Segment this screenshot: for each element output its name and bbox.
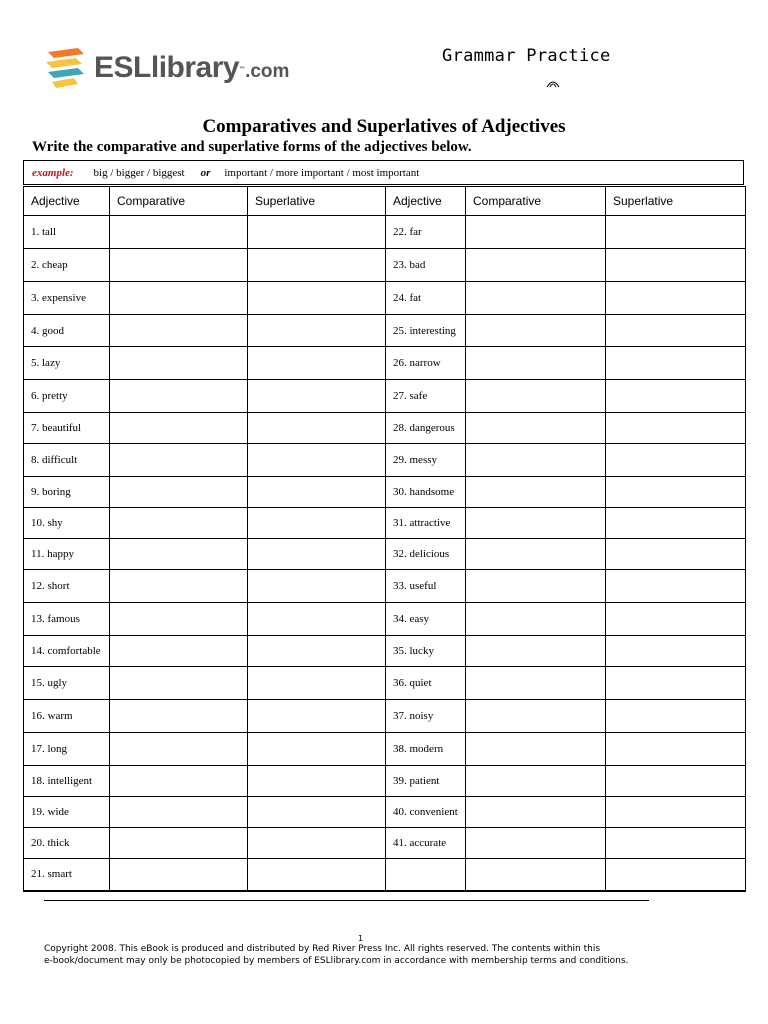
comparative-answer-cell[interactable]	[110, 828, 248, 859]
superlative-answer-cell[interactable]	[248, 508, 386, 539]
comparative-answer-cell[interactable]	[466, 828, 606, 859]
esl-library-logo	[44, 44, 289, 92]
superlative-answer-cell[interactable]	[606, 444, 746, 477]
superlative-answer-cell[interactable]	[606, 282, 746, 315]
adjective-cell: 26. narrow	[386, 347, 466, 380]
arc-icon	[545, 78, 561, 88]
adjective-cell: 16. warm	[24, 700, 110, 733]
superlative-answer-cell[interactable]	[248, 636, 386, 667]
adjective-cell: 17. long	[24, 733, 110, 766]
superlative-answer-cell[interactable]	[248, 828, 386, 859]
comparative-answer-cell[interactable]	[110, 859, 248, 891]
comparative-answer-cell[interactable]	[110, 797, 248, 828]
superlative-answer-cell[interactable]	[606, 249, 746, 282]
table-row	[24, 508, 746, 539]
table-row	[24, 413, 746, 444]
superlative-answer-cell[interactable]	[606, 733, 746, 766]
comparative-answer-cell[interactable]	[110, 667, 248, 700]
comparative-answer-cell[interactable]	[110, 477, 248, 508]
comparative-answer-cell[interactable]	[466, 603, 606, 636]
comparative-answer-cell[interactable]	[466, 347, 606, 380]
superlative-answer-cell[interactable]	[248, 380, 386, 413]
superlative-answer-cell[interactable]	[248, 315, 386, 347]
comparative-answer-cell[interactable]	[466, 797, 606, 828]
adjective-cell: 29. messy	[386, 444, 466, 477]
superlative-answer-cell[interactable]	[606, 700, 746, 733]
copyright-line: e-book/document may only be photocopied by members of ESLlibrary.com in accordance with membership terms and conditions.	[44, 955, 629, 966]
worksheet-instructions: Write the comparative and superlative forms of the adjectives below.	[32, 139, 472, 155]
adjective-cell: 35. lucky	[386, 636, 466, 667]
adjective-cell: 37. noisy	[386, 700, 466, 733]
comparative-answer-cell[interactable]	[110, 733, 248, 766]
table-row	[24, 766, 746, 797]
adjective-cell: 30. handsome	[386, 477, 466, 508]
comparative-answer-cell[interactable]	[466, 380, 606, 413]
table-row	[24, 733, 746, 766]
superlative-answer-cell[interactable]	[248, 249, 386, 282]
adjective-cell: 14. comfortable	[24, 636, 110, 667]
superlative-answer-cell[interactable]	[606, 380, 746, 413]
comparative-answer-cell[interactable]	[466, 508, 606, 539]
footer-rule	[44, 900, 649, 901]
superlative-answer-cell[interactable]	[248, 766, 386, 797]
logo-tm: ™	[239, 66, 246, 73]
adjective-cell: 27. safe	[386, 380, 466, 413]
comparative-answer-cell[interactable]	[110, 249, 248, 282]
comparative-answer-cell[interactable]	[466, 315, 606, 347]
comparative-answer-cell[interactable]	[466, 282, 606, 315]
adjective-cell: 32. delicious	[386, 539, 466, 570]
superlative-answer-cell[interactable]	[248, 282, 386, 315]
comparative-answer-cell[interactable]	[110, 636, 248, 667]
table-row	[24, 216, 746, 249]
comparative-answer-cell[interactable]	[466, 859, 606, 891]
adjective-cell: 3. expensive	[24, 282, 110, 315]
comparative-answer-cell[interactable]	[466, 636, 606, 667]
superlative-answer-cell[interactable]	[248, 700, 386, 733]
superlative-answer-cell[interactable]	[606, 315, 746, 347]
example-label: example:	[32, 166, 74, 179]
adjective-cell: 31. attractive	[386, 508, 466, 539]
example-first: big / bigger / biggest	[93, 166, 185, 179]
superlative-answer-cell[interactable]	[606, 828, 746, 859]
adjective-cell: 13. famous	[24, 603, 110, 636]
adjective-cell: 19. wide	[24, 797, 110, 828]
logo-com-text: .com	[245, 61, 290, 82]
comparative-answer-cell[interactable]	[466, 700, 606, 733]
table-row	[24, 282, 746, 315]
adjective-cell: 20. thick	[24, 828, 110, 859]
comparative-answer-cell[interactable]	[466, 444, 606, 477]
superlative-answer-cell[interactable]	[248, 733, 386, 766]
superlative-answer-cell[interactable]	[606, 508, 746, 539]
section-label: Grammar Practice	[442, 46, 611, 66]
superlative-answer-cell[interactable]	[248, 603, 386, 636]
table-row	[24, 797, 746, 828]
adjective-cell: 38. modern	[386, 733, 466, 766]
superlative-answer-cell[interactable]	[248, 444, 386, 477]
column-header-superlative: Superlative	[248, 187, 386, 216]
superlative-answer-cell[interactable]	[248, 477, 386, 508]
table-row	[24, 667, 746, 700]
adjective-cell: 12. short	[24, 570, 110, 603]
adjective-cell: 39. patient	[386, 766, 466, 797]
table-row	[24, 444, 746, 477]
adjective-cell: 22. far	[386, 216, 466, 249]
adjective-cell: 6. pretty	[24, 380, 110, 413]
adjective-cell: 9. boring	[24, 477, 110, 508]
column-header-adjective: Adjective	[386, 187, 466, 216]
superlative-answer-cell[interactable]	[606, 216, 746, 249]
superlative-answer-cell[interactable]	[248, 216, 386, 249]
table-row	[24, 570, 746, 603]
superlative-answer-cell[interactable]	[606, 413, 746, 444]
example-box	[23, 160, 744, 185]
table-row	[24, 315, 746, 347]
comparative-answer-cell[interactable]	[466, 766, 606, 797]
example-second: important / more important / most important	[224, 166, 420, 179]
comparative-answer-cell[interactable]	[110, 380, 248, 413]
superlative-answer-cell[interactable]	[248, 570, 386, 603]
table-row	[24, 636, 746, 667]
comparative-answer-cell[interactable]	[466, 733, 606, 766]
adjective-cell: 11. happy	[24, 539, 110, 570]
table-row	[24, 859, 746, 891]
superlative-answer-cell[interactable]	[248, 797, 386, 828]
comparative-answer-cell[interactable]	[110, 539, 248, 570]
comparative-answer-cell[interactable]	[110, 700, 248, 733]
comparative-answer-cell[interactable]	[110, 413, 248, 444]
comparative-answer-cell[interactable]	[110, 282, 248, 315]
comparative-answer-cell[interactable]	[110, 444, 248, 477]
superlative-answer-cell[interactable]	[606, 603, 746, 636]
adjective-cell: 15. ugly	[24, 667, 110, 700]
table-row	[24, 603, 746, 636]
table-row	[24, 249, 746, 282]
comparative-answer-cell[interactable]	[110, 315, 248, 347]
worksheet-title: Comparatives and Superlatives of Adjectives	[202, 116, 566, 137]
comparative-answer-cell[interactable]	[110, 766, 248, 797]
comparative-answer-cell[interactable]	[466, 249, 606, 282]
comparative-answer-cell[interactable]	[466, 477, 606, 508]
superlative-answer-cell[interactable]	[606, 766, 746, 797]
adjective-cell: 40. convenient	[386, 797, 466, 828]
logo-esl-text: ESL	[94, 51, 151, 84]
comparative-answer-cell[interactable]	[466, 539, 606, 570]
copyright-line: Copyright 2008. This eBook is produced and distributed by Red River Press Inc. All rights reserved. The contents within this	[44, 944, 601, 954]
adjective-cell: 4. good	[24, 315, 110, 347]
table-row	[24, 828, 746, 859]
comparative-answer-cell[interactable]	[110, 603, 248, 636]
superlative-answer-cell[interactable]	[606, 347, 746, 380]
copyright-notice	[44, 944, 684, 967]
table-row	[24, 347, 746, 380]
logo-library-text: library	[150, 51, 240, 84]
adjective-cell: 36. quiet	[386, 667, 466, 700]
adjective-cell: 33. useful	[386, 570, 466, 603]
superlative-answer-cell[interactable]	[248, 667, 386, 700]
adjectives-table	[23, 186, 746, 892]
superlative-answer-cell[interactable]	[248, 859, 386, 891]
comparative-answer-cell[interactable]	[110, 570, 248, 603]
adjective-cell: 1. tall	[24, 216, 110, 249]
adjective-cell: 5. lazy	[24, 347, 110, 380]
comparative-answer-cell[interactable]	[466, 570, 606, 603]
superlative-answer-cell[interactable]	[248, 539, 386, 570]
comparative-answer-cell[interactable]	[466, 216, 606, 249]
superlative-answer-cell[interactable]	[606, 477, 746, 508]
comparative-answer-cell[interactable]	[110, 508, 248, 539]
adjective-cell	[386, 859, 466, 891]
logo-wordmark	[94, 51, 289, 85]
table-row	[24, 380, 746, 413]
comparative-answer-cell[interactable]	[466, 667, 606, 700]
adjective-cell: 24. fat	[386, 282, 466, 315]
adjective-cell: 10. shy	[24, 508, 110, 539]
adjective-cell: 21. smart	[24, 859, 110, 891]
superlative-answer-cell[interactable]	[606, 636, 746, 667]
column-header-superlative: Superlative	[606, 187, 746, 216]
table-header-row	[24, 187, 746, 216]
table-row	[24, 477, 746, 508]
table-row	[24, 539, 746, 570]
adjective-cell: 2. cheap	[24, 249, 110, 282]
adjective-cell: 23. bad	[386, 249, 466, 282]
superlative-answer-cell[interactable]	[248, 413, 386, 444]
comparative-answer-cell[interactable]	[110, 347, 248, 380]
adjective-cell: 18. intelligent	[24, 766, 110, 797]
books-logo-icon	[44, 46, 88, 90]
adjective-cell: 7. beautiful	[24, 413, 110, 444]
adjective-cell: 25. interesting	[386, 315, 466, 347]
superlative-answer-cell[interactable]	[606, 797, 746, 828]
superlative-answer-cell[interactable]	[606, 859, 746, 891]
adjective-cell: 8. difficult	[24, 444, 110, 477]
adjective-cell: 34. easy	[386, 603, 466, 636]
superlative-answer-cell[interactable]	[606, 570, 746, 603]
table-row	[24, 700, 746, 733]
adjective-cell: 28. dangerous	[386, 413, 466, 444]
column-header-comparative: Comparative	[110, 187, 248, 216]
superlative-answer-cell[interactable]	[248, 347, 386, 380]
comparative-answer-cell[interactable]	[110, 216, 248, 249]
superlative-answer-cell[interactable]	[606, 667, 746, 700]
example-connector: or	[200, 166, 211, 179]
column-header-adjective: Adjective	[24, 187, 110, 216]
adjective-cell: 41. accurate	[386, 828, 466, 859]
comparative-answer-cell[interactable]	[466, 413, 606, 444]
column-header-comparative: Comparative	[466, 187, 606, 216]
superlative-answer-cell[interactable]	[606, 539, 746, 570]
page-number: 1	[358, 934, 364, 943]
